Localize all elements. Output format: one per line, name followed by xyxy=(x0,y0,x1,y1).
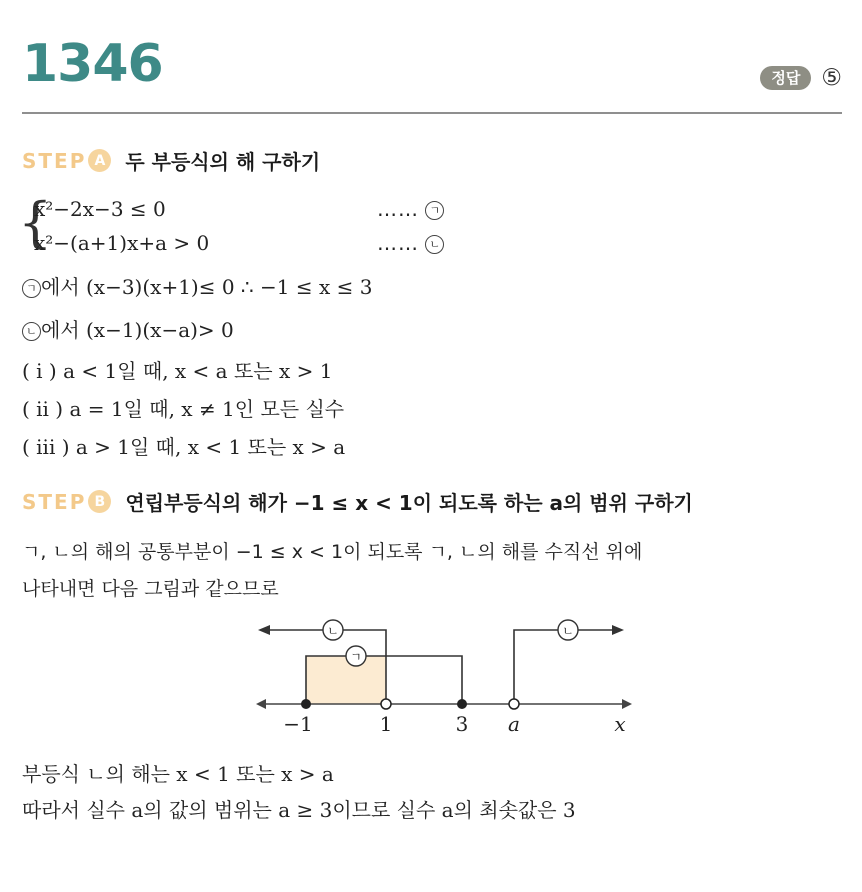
step-letter-icon: A xyxy=(88,149,111,172)
axis-left-arrow-icon xyxy=(256,699,266,709)
region-label-nieun-right: ㄴ xyxy=(562,624,574,638)
region-label-giyeok: ㄱ xyxy=(350,650,362,664)
marker-nieun: ㄴ xyxy=(22,322,41,341)
step-letter-icon: B xyxy=(88,490,111,513)
step-b-title: 연립부등식의 해가 −1 ≤ x < 1이 되도록 하는 a의 범위 구하기 xyxy=(125,491,693,515)
solution-text: 에서 (x−1)(x−a)> 0 xyxy=(41,318,234,342)
explain-line-1: ㄱ, ㄴ의 해의 공통부분이 −1 ≤ x < 1이 되도록 ㄱ, ㄴ의 해를 수직선 위에 xyxy=(22,541,643,563)
dots: …… xyxy=(377,197,419,221)
explain-line-2: 나타내면 다음 그림과 같으므로 xyxy=(22,578,279,600)
marker-nieun: ㄴ xyxy=(425,235,444,254)
tick-label-1: 1 xyxy=(379,712,393,736)
step-tag: STEP xyxy=(22,489,87,514)
intersection-shading xyxy=(306,656,386,704)
case-1: ( i ) a < 1일 때, x < a 또는 x > 1 xyxy=(22,359,333,383)
answer-badge: 정답 xyxy=(760,66,811,90)
point-1 xyxy=(381,699,391,709)
step-tag: STEP xyxy=(22,148,87,173)
point-3 xyxy=(457,699,467,709)
tick-label-3: 3 xyxy=(455,712,469,736)
system-brace: { xyxy=(18,191,53,254)
conclusion-line-1: 부등식 ㄴ의 해는 x < 1 또는 x > a xyxy=(22,762,334,786)
step-a-title: 두 부등식의 해 구하기 xyxy=(125,150,321,174)
case-3: ( iii ) a > 1일 때, x < 1 또는 x > a xyxy=(22,435,346,459)
arrow-right-icon xyxy=(612,625,624,635)
case-2: ( ii ) a = 1일 때, x ≠ 1인 모든 실수 xyxy=(22,397,345,421)
equation-2: x²−(a+1)x+a > 0 xyxy=(34,231,210,255)
tick-label-neg1: −1 xyxy=(283,712,313,736)
equation-1: x²−2x−3 ≤ 0 xyxy=(34,197,166,221)
marker-giyeok: ㄱ xyxy=(425,201,444,220)
arrow-left-icon xyxy=(258,625,270,635)
region-nieun-right xyxy=(514,630,612,704)
region-label-nieun: ㄴ xyxy=(327,624,339,638)
point-neg1 xyxy=(301,699,311,709)
answer-value: ⑤ xyxy=(821,64,842,91)
tick-label-a: a xyxy=(508,712,520,736)
dots: …… xyxy=(377,231,419,255)
problem-number: 1346 xyxy=(22,34,163,94)
marker-giyeok: ㄱ xyxy=(22,279,41,298)
point-a xyxy=(509,699,519,709)
solution-text: 에서 (x−3)(x+1)≤ 0 ∴ −1 ≤ x ≤ 3 xyxy=(41,275,373,299)
axis-right-arrow-icon xyxy=(622,699,632,709)
conclusion-line-2: 따라서 실수 a의 값의 범위는 a ≥ 3이므로 실수 a의 최솟값은 3 xyxy=(22,798,576,822)
axis-label-x: x xyxy=(614,712,626,736)
